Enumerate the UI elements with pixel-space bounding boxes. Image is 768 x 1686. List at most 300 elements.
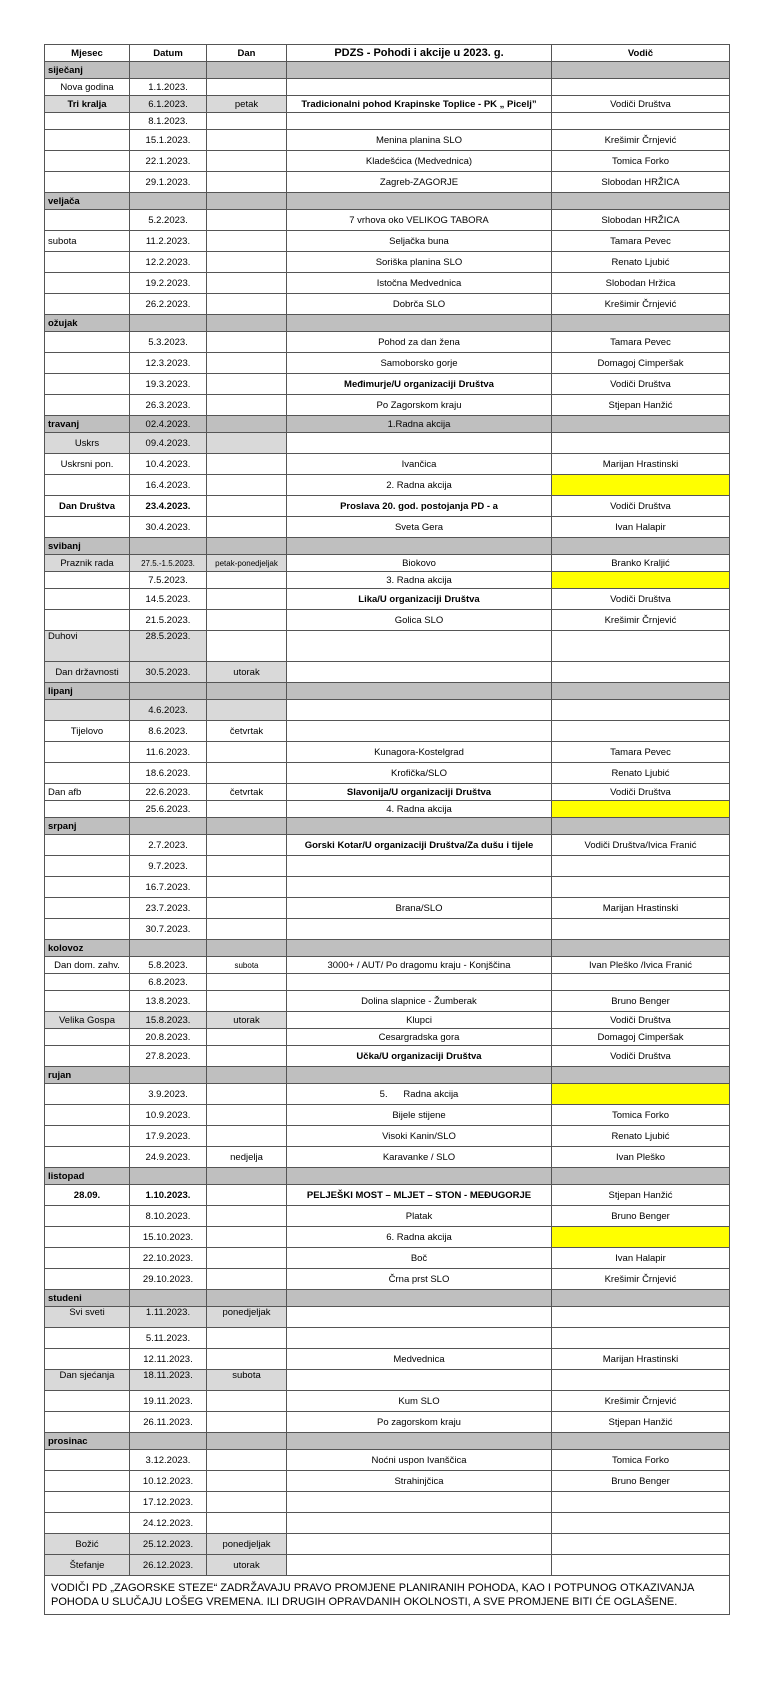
table-row [45, 1412, 730, 1433]
row-label: Tri kralja [45, 96, 130, 113]
row-label [45, 1513, 130, 1534]
table-row [45, 763, 730, 784]
row-guide: Stjepan Hanžić [552, 1412, 730, 1433]
row-date: 18.11.2023. [130, 1370, 207, 1391]
col-dan: Dan [207, 45, 287, 62]
row-day [207, 454, 287, 475]
row-event: 7 vrhova oko VELIKOG TABORA [287, 210, 552, 231]
row-event [287, 919, 552, 940]
row-label: Dan afb [45, 784, 130, 801]
row-event: Noćni uspon Ivanščica [287, 1450, 552, 1471]
month-label: lipanj [45, 683, 130, 700]
row-event: Ivančica [287, 454, 552, 475]
row-date: 1.1.2023. [130, 79, 207, 96]
row-guide: Slobodan HRŽICA [552, 172, 730, 193]
table-row [45, 252, 730, 273]
row-label [45, 151, 130, 172]
row-guide: Domagoj Cimperšak [552, 1029, 730, 1046]
table-title: PDZS - Pohodi i akcije u 2023. g. [287, 45, 552, 62]
row-label [45, 1492, 130, 1513]
row-guide: Bruno Benger [552, 1206, 730, 1227]
table-row [45, 856, 730, 877]
row-date: 8.6.2023. [130, 721, 207, 742]
table-row [45, 374, 730, 395]
header-row [45, 45, 730, 62]
table-row [45, 1029, 730, 1046]
table-row [45, 631, 730, 662]
table-row [45, 974, 730, 991]
table-row [45, 433, 730, 454]
row-event: Cesargradska gora [287, 1029, 552, 1046]
row-guide: Krešimir Črnjević [552, 130, 730, 151]
row-guide: Renato Ljubić [552, 1126, 730, 1147]
row-label: Dan Društva [45, 496, 130, 517]
row-date: 27.8.2023. [130, 1046, 207, 1067]
row-date: 29.10.2023. [130, 1269, 207, 1290]
row-day [207, 1248, 287, 1269]
row-date: 22.6.2023. [130, 784, 207, 801]
row-date: 19.11.2023. [130, 1391, 207, 1412]
row-date: 30.7.2023. [130, 919, 207, 940]
row-event: 5. Radna akcija [287, 1084, 552, 1105]
row-guide [552, 1307, 730, 1328]
row-day [207, 79, 287, 96]
row-date: 5.3.2023. [130, 332, 207, 353]
row-day [207, 1029, 287, 1046]
row-label [45, 1412, 130, 1433]
row-event: Učka/U organizaciji Društva [287, 1046, 552, 1067]
row-label [45, 919, 130, 940]
row-event: Proslava 20. god. postojanja PD - a [287, 496, 552, 517]
row-day [207, 801, 287, 818]
row-label [45, 835, 130, 856]
table-row [45, 130, 730, 151]
row-date: 18.6.2023. [130, 763, 207, 784]
table-row [45, 1471, 730, 1492]
row-date: 11.2.2023. [130, 231, 207, 252]
row-guide: Krešimir Črnjević [552, 610, 730, 631]
row-guide: Vodiči Društva [552, 496, 730, 517]
row-event [287, 79, 552, 96]
row-day [207, 631, 287, 662]
row-date: 3.9.2023. [130, 1084, 207, 1105]
row-date: 20.8.2023. [130, 1029, 207, 1046]
row-label [45, 1450, 130, 1471]
row-guide: Vodiči Društva [552, 589, 730, 610]
row-guide: Krešimir Črnjević [552, 294, 730, 315]
row-date: 12.11.2023. [130, 1349, 207, 1370]
row-label [45, 252, 130, 273]
row-day [207, 113, 287, 130]
table-row [45, 231, 730, 252]
schedule-sheet [44, 44, 729, 1615]
row-day [207, 1328, 287, 1349]
row-event [287, 1328, 552, 1349]
row-label [45, 610, 130, 631]
row-day [207, 1513, 287, 1534]
row-guide [552, 662, 730, 683]
row-guide: Vodiči Društva [552, 1046, 730, 1067]
row-label [45, 801, 130, 818]
row-guide: Slobodan HRŽICA [552, 210, 730, 231]
row-date: 23.7.2023. [130, 898, 207, 919]
row-guide: Marijan Hrastinski [552, 454, 730, 475]
row-event: Soriška planina SLO [287, 252, 552, 273]
row-label [45, 742, 130, 763]
row-guide [552, 1370, 730, 1391]
row-date: 1.10.2023. [130, 1185, 207, 1206]
row-guide [552, 801, 730, 818]
row-day: ponedjeljak [207, 1534, 287, 1555]
month-row [45, 193, 730, 210]
row-day [207, 1492, 287, 1513]
row-guide [552, 572, 730, 589]
row-day [207, 1471, 287, 1492]
row-label [45, 130, 130, 151]
row-date: 7.5.2023. [130, 572, 207, 589]
row-date: 10.9.2023. [130, 1105, 207, 1126]
row-day: petak-ponedjeljak [207, 555, 287, 572]
row-guide: Vodiči Društva [552, 1012, 730, 1029]
table-row [45, 454, 730, 475]
row-label [45, 172, 130, 193]
row-event: 4. Radna akcija [287, 801, 552, 818]
row-guide: Tomica Forko [552, 1450, 730, 1471]
row-event: Kladešćica (Medvednica) [287, 151, 552, 172]
row-label [45, 1126, 130, 1147]
row-day [207, 1185, 287, 1206]
row-date: 6.1.2023. [130, 96, 207, 113]
row-day [207, 1126, 287, 1147]
row-day [207, 475, 287, 496]
row-guide [552, 974, 730, 991]
row-label [45, 991, 130, 1012]
row-date: 02.4.2023. [130, 416, 207, 433]
row-date: 22.1.2023. [130, 151, 207, 172]
table-row [45, 877, 730, 898]
row-guide [552, 877, 730, 898]
table-row [45, 1349, 730, 1370]
table-row [45, 1012, 730, 1029]
row-label [45, 1471, 130, 1492]
row-event: Sveta Gera [287, 517, 552, 538]
table-row [45, 496, 730, 517]
row-day [207, 433, 287, 454]
col-datum: Datum [130, 45, 207, 62]
table-row [45, 210, 730, 231]
row-date: 30.5.2023. [130, 662, 207, 683]
row-event [287, 1370, 552, 1391]
row-label: Uskrs [45, 433, 130, 454]
row-event [287, 974, 552, 991]
row-day [207, 151, 287, 172]
row-date: 15.8.2023. [130, 1012, 207, 1029]
row-day [207, 374, 287, 395]
row-label [45, 353, 130, 374]
row-guide [552, 1084, 730, 1105]
table-row [45, 353, 730, 374]
row-event [287, 1492, 552, 1513]
row-event: Strahinjčica [287, 1471, 552, 1492]
col-vodic: Vodič [552, 45, 730, 62]
row-event: Črna prst SLO [287, 1269, 552, 1290]
row-date: 10.12.2023. [130, 1471, 207, 1492]
row-day [207, 332, 287, 353]
table-row [45, 1307, 730, 1328]
row-event: Menina planina SLO [287, 130, 552, 151]
row-label [45, 113, 130, 130]
row-day [207, 130, 287, 151]
row-day [207, 172, 287, 193]
table-row [45, 898, 730, 919]
table-row [45, 1534, 730, 1555]
row-day [207, 273, 287, 294]
row-label: Nova godina [45, 79, 130, 96]
row-date: 6.8.2023. [130, 974, 207, 991]
table-row [45, 1555, 730, 1576]
row-day [207, 294, 287, 315]
row-event: Bijele stijene [287, 1105, 552, 1126]
row-event: Biokovo [287, 555, 552, 572]
row-label: Dan državnosti [45, 662, 130, 683]
row-guide: Marijan Hrastinski [552, 898, 730, 919]
table-row [45, 555, 730, 572]
table-row [45, 1227, 730, 1248]
row-event [287, 721, 552, 742]
row-date: 16.4.2023. [130, 475, 207, 496]
row-event [287, 1307, 552, 1328]
row-label: Duhovi [45, 631, 130, 662]
row-day [207, 1269, 287, 1290]
row-label [45, 1269, 130, 1290]
row-guide: Ivan Halapir [552, 1248, 730, 1269]
row-day [207, 1391, 287, 1412]
row-day: utorak [207, 662, 287, 683]
row-day [207, 991, 287, 1012]
table-row [45, 835, 730, 856]
row-label: Svi sveti [45, 1307, 130, 1328]
row-event: Golica SLO [287, 610, 552, 631]
row-label [45, 1147, 130, 1168]
row-guide: Tomica Forko [552, 1105, 730, 1126]
table-row [45, 172, 730, 193]
row-event: Po zagorskom kraju [287, 1412, 552, 1433]
row-event: Istočna Medvednica [287, 273, 552, 294]
table-row [45, 475, 730, 496]
row-day [207, 1227, 287, 1248]
table-row [45, 784, 730, 801]
row-label [45, 856, 130, 877]
row-label: Dan dom. zahv. [45, 957, 130, 974]
row-event: Kunagora-Kostelgrad [287, 742, 552, 763]
row-day [207, 1450, 287, 1471]
row-guide: Stjepan Hanžić [552, 395, 730, 416]
table-row [45, 1046, 730, 1067]
row-event: Međimurje/U organizaciji Društva [287, 374, 552, 395]
row-label: Dan sjećanja [45, 1370, 130, 1391]
row-date: 25.12.2023. [130, 1534, 207, 1555]
month-label: studeni [45, 1290, 130, 1307]
row-date: 8.10.2023. [130, 1206, 207, 1227]
row-event: Lika/U organizaciji Društva [287, 589, 552, 610]
row-guide: Vodiči Društva [552, 374, 730, 395]
month-label: kolovoz [45, 940, 130, 957]
row-event: 3. Radna akcija [287, 572, 552, 589]
month-row [45, 683, 730, 700]
row-label [45, 700, 130, 721]
row-day [207, 572, 287, 589]
table-row [45, 1147, 730, 1168]
row-label: Uskrsni pon. [45, 454, 130, 475]
table-row [45, 1185, 730, 1206]
month-row [45, 1290, 730, 1307]
row-date: 26.11.2023. [130, 1412, 207, 1433]
row-event: Slavonija/U organizaciji Društva [287, 784, 552, 801]
row-date: 1.11.2023. [130, 1307, 207, 1328]
month-row [45, 538, 730, 555]
row-day: nedjelja [207, 1147, 287, 1168]
row-guide: Renato Ljubić [552, 763, 730, 784]
row-event: 3000+ / AUT/ Po dragomu kraju - Konjščina [287, 957, 552, 974]
row-date: 17.12.2023. [130, 1492, 207, 1513]
row-event: Karavanke / SLO [287, 1147, 552, 1168]
row-date: 5.2.2023. [130, 210, 207, 231]
month-label: prosinac [45, 1433, 130, 1450]
table-row [45, 801, 730, 818]
row-label [45, 763, 130, 784]
table-row [45, 919, 730, 940]
row-label: Velika Gospa [45, 1012, 130, 1029]
footer-row [45, 1576, 730, 1615]
row-guide: Tamara Pevec [552, 231, 730, 252]
row-day [207, 252, 287, 273]
month-row [45, 416, 730, 433]
row-label [45, 395, 130, 416]
row-guide: Tamara Pevec [552, 742, 730, 763]
row-day [207, 210, 287, 231]
table-row [45, 1084, 730, 1105]
row-label [45, 517, 130, 538]
row-event: Boč [287, 1248, 552, 1269]
row-guide [552, 1227, 730, 1248]
table-row [45, 589, 730, 610]
row-label [45, 877, 130, 898]
row-event: 2. Radna akcija [287, 475, 552, 496]
row-event: Zagreb-ZAGORJE [287, 172, 552, 193]
schedule-table [44, 44, 730, 1615]
table-row [45, 1269, 730, 1290]
row-date: 2.7.2023. [130, 835, 207, 856]
row-guide: Bruno Benger [552, 1471, 730, 1492]
row-day [207, 742, 287, 763]
table-row [45, 79, 730, 96]
row-event: 6. Radna akcija [287, 1227, 552, 1248]
row-day [207, 610, 287, 631]
row-day [207, 1105, 287, 1126]
table-row [45, 991, 730, 1012]
row-guide [552, 856, 730, 877]
row-guide: Vodiči Društva [552, 96, 730, 113]
table-row [45, 1513, 730, 1534]
table-row [45, 1206, 730, 1227]
row-label [45, 1391, 130, 1412]
row-event: Kum SLO [287, 1391, 552, 1412]
row-guide: Bruno Benger [552, 991, 730, 1012]
table-row [45, 96, 730, 113]
row-event: PELJEŠKI MOST – MLJET – STON - MEĐUGORJE [287, 1185, 552, 1206]
row-guide [552, 1534, 730, 1555]
row-date: 12.3.2023. [130, 353, 207, 374]
row-guide: Tamara Pevec [552, 332, 730, 353]
row-label [45, 1248, 130, 1269]
row-day [207, 835, 287, 856]
row-event: Klupci [287, 1012, 552, 1029]
row-event [287, 1534, 552, 1555]
row-guide [552, 1555, 730, 1576]
row-date: 9.7.2023. [130, 856, 207, 877]
row-event [287, 877, 552, 898]
row-guide [552, 700, 730, 721]
row-date: 26.3.2023. [130, 395, 207, 416]
row-event: Dolina slapnice - Žumberak [287, 991, 552, 1012]
col-mjesec: Mjesec [45, 45, 130, 62]
table-row [45, 572, 730, 589]
row-guide [552, 1513, 730, 1534]
row-date: 8.1.2023. [130, 113, 207, 130]
row-day: subota [207, 957, 287, 974]
month-label: veljača [45, 193, 130, 210]
row-guide [552, 919, 730, 940]
row-day [207, 231, 287, 252]
row-day [207, 1206, 287, 1227]
row-date: 5.11.2023. [130, 1328, 207, 1349]
table-row [45, 113, 730, 130]
row-day: četvrtak [207, 721, 287, 742]
row-guide: Domagoj Cimperšak [552, 353, 730, 374]
table-row [45, 662, 730, 683]
row-day [207, 877, 287, 898]
row-label: Praznik rada [45, 555, 130, 572]
table-row [45, 610, 730, 631]
row-event: Seljačka buna [287, 231, 552, 252]
row-guide [552, 433, 730, 454]
row-label [45, 475, 130, 496]
row-date: 09.4.2023. [130, 433, 207, 454]
row-date: 21.5.2023. [130, 610, 207, 631]
row-day: utorak [207, 1012, 287, 1029]
table-row [45, 1126, 730, 1147]
row-event [287, 856, 552, 877]
row-event: Tradicionalni pohod Krapinske Toplice - PK „ Picelj” [287, 96, 552, 113]
row-day [207, 589, 287, 610]
row-day: utorak [207, 1555, 287, 1576]
row-day: subota [207, 1370, 287, 1391]
row-label: subota [45, 231, 130, 252]
row-date: 3.12.2023. [130, 1450, 207, 1471]
row-date: 15.10.2023. [130, 1227, 207, 1248]
month-row [45, 315, 730, 332]
row-date: 15.1.2023. [130, 130, 207, 151]
row-guide [552, 1492, 730, 1513]
row-day [207, 1349, 287, 1370]
row-label [45, 273, 130, 294]
row-date: 13.8.2023. [130, 991, 207, 1012]
footer-notice: VODIČI PD „ZAGORSKE STEZE“ ZADRŽAVAJU PRAVO PROMJENE PLANIRANIH POHODA, KAO I POTPUNOG OTKAZIVANJA POHODA U SLUČAJU LOŠEG VREMENA. ILI DRUGIH OPRAVDANIH OKOLNOSTI, A SVE PROMJENE BITI ĆE OGLAŠENE. [45, 1576, 730, 1615]
row-label [45, 898, 130, 919]
table-row [45, 273, 730, 294]
table-row [45, 151, 730, 172]
row-label [45, 1349, 130, 1370]
